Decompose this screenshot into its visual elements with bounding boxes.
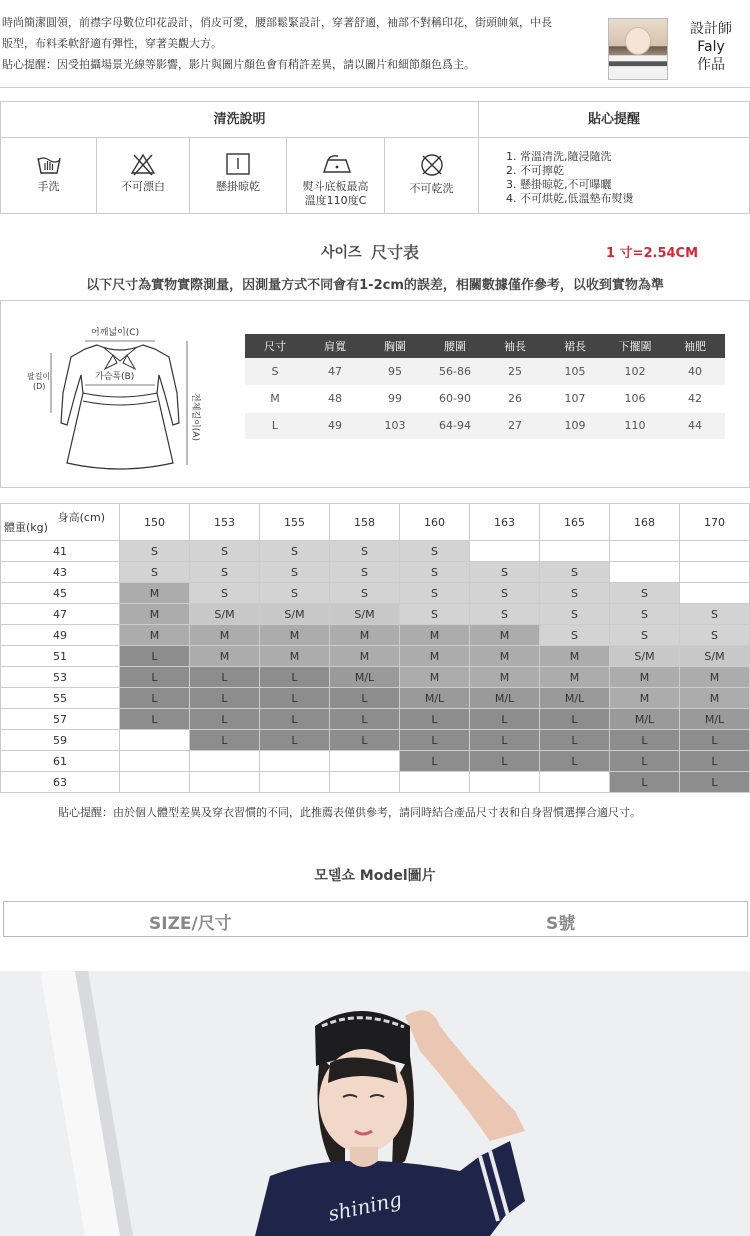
- wash-item-label: 熨斗底板最高: [302, 180, 369, 193]
- size-chart-title: [0, 238, 750, 264]
- recommended-size-cell: L: [330, 688, 400, 709]
- recommended-size-cell: [120, 730, 190, 751]
- wash-item-hand-wash: [1, 138, 97, 214]
- designer-avatar: [608, 18, 668, 80]
- recommended-size-cell: M/L: [680, 709, 750, 730]
- size-cell: L: [245, 412, 305, 439]
- recommended-size-cell: L: [260, 688, 330, 709]
- recommended-size-cell: L: [260, 709, 330, 730]
- no-bleach-icon: [129, 152, 157, 176]
- recommended-size-cell: L: [120, 667, 190, 688]
- recommendation-row: [1, 751, 750, 772]
- hang-dry-icon: [224, 152, 252, 176]
- recommended-size-cell: S: [540, 625, 610, 646]
- recommended-size-cell: [540, 541, 610, 562]
- size-cell: 49: [305, 412, 365, 439]
- weight-cell: 43: [1, 562, 120, 583]
- model-size-value: S號: [546, 914, 576, 934]
- recommended-size-cell: M/L: [610, 709, 680, 730]
- recommended-size-cell: M: [120, 625, 190, 646]
- weight-cell: 55: [1, 688, 120, 709]
- size-cell: 40: [665, 358, 725, 385]
- recommended-size-cell: L: [400, 751, 470, 772]
- recommended-size-cell: L: [610, 730, 680, 751]
- model-size-bar: [3, 901, 748, 937]
- size-cell: 103: [365, 412, 425, 439]
- recommended-size-cell: [680, 583, 750, 604]
- care-tip: 4. 不可烘乾,低溫墊布熨燙: [506, 192, 634, 205]
- weight-cell: 47: [1, 604, 120, 625]
- description-line: 版型，布料柔軟舒適有彈性，穿著美觀大方。: [2, 37, 222, 50]
- recommended-size-cell: [120, 772, 190, 793]
- height-header: 165: [540, 504, 610, 541]
- recommended-size-cell: S: [260, 541, 330, 562]
- size-cell: 105: [545, 358, 605, 385]
- weight-cell: 61: [1, 751, 120, 772]
- recommended-size-cell: L: [190, 667, 260, 688]
- recommendation-row: [1, 646, 750, 667]
- weight-cell: 53: [1, 667, 120, 688]
- recommended-size-cell: S: [330, 541, 400, 562]
- recommended-size-cell: S/M: [190, 604, 260, 625]
- size-table-header: 袖長: [485, 334, 545, 358]
- recommendation-row: [1, 709, 750, 730]
- designer-title: 設計師: [690, 21, 732, 37]
- recommended-size-cell: [260, 772, 330, 793]
- recommended-size-cell: [680, 541, 750, 562]
- shoulder-label: 어깨넓이(C): [91, 328, 140, 338]
- inch-conversion-note: 1 寸=2.54CM: [606, 246, 699, 261]
- recommended-size-cell: L: [540, 751, 610, 772]
- size-cell: 47: [305, 358, 365, 385]
- recommended-size-cell: S/M: [680, 646, 750, 667]
- size-cell: 64-94: [425, 412, 485, 439]
- recommended-size-cell: M: [330, 646, 400, 667]
- recommended-size-cell: L: [680, 730, 750, 751]
- recommended-size-cell: M: [470, 667, 540, 688]
- recommended-size-cell: M: [120, 604, 190, 625]
- measurement-note: 以下尺寸為實物實際測量，因測量方式不同會有1-2cm的誤差，相關數據僅作參考，以收到實物為準: [86, 278, 664, 293]
- recommendation-note: 貼心提醒：由於個人體型差異及穿衣習慣的不同，此推薦表僅供參考，請同時結合產品尺寸表和自身習慣選擇合適尺寸。: [58, 806, 641, 819]
- size-cell: 26: [485, 385, 545, 412]
- recommended-size-cell: M: [330, 625, 400, 646]
- recommended-size-cell: M: [190, 625, 260, 646]
- recommended-size-cell: M: [610, 667, 680, 688]
- recommended-size-cell: L: [400, 709, 470, 730]
- designer-works: 作品: [697, 57, 725, 73]
- recommended-size-cell: M: [680, 667, 750, 688]
- recommended-size-cell: S: [190, 583, 260, 604]
- recommended-size-cell: S: [400, 562, 470, 583]
- wash-item-label: 手洗: [37, 180, 60, 193]
- recommended-size-cell: [680, 562, 750, 583]
- height-axis-label: 身高(cm): [57, 511, 105, 524]
- recommendation-row: [1, 625, 750, 646]
- recommended-size-cell: S/M: [610, 646, 680, 667]
- wash-item-label: 溫度110度C: [304, 194, 367, 207]
- recommended-size-cell: S: [190, 541, 260, 562]
- height-header: 160: [400, 504, 470, 541]
- length-label: 전체길이(A): [190, 393, 200, 441]
- recommended-size-cell: S/M: [330, 604, 400, 625]
- recommended-size-cell: [470, 541, 540, 562]
- recommended-size-cell: S: [400, 604, 470, 625]
- size-cell: 56-86: [425, 358, 485, 385]
- recommended-size-cell: L: [120, 688, 190, 709]
- sleeve-code-label: (D): [33, 382, 46, 391]
- care-tip: 2. 不可擰乾: [506, 164, 564, 177]
- recommended-size-cell: [610, 541, 680, 562]
- recommended-size-cell: [610, 562, 680, 583]
- recommended-size-cell: M/L: [400, 688, 470, 709]
- sleeve-label: 팔길이: [27, 372, 51, 381]
- recommended-size-cell: M/L: [540, 688, 610, 709]
- recommended-size-cell: L: [120, 646, 190, 667]
- designer-name: Faly: [697, 39, 725, 55]
- recommendation-row: [1, 562, 750, 583]
- weight-cell: 63: [1, 772, 120, 793]
- recommended-size-cell: L: [190, 709, 260, 730]
- size-table-header: 下擺圍: [605, 334, 665, 358]
- recommended-size-cell: M: [400, 625, 470, 646]
- height-header: 150: [120, 504, 190, 541]
- recommended-size-cell: S/M: [260, 604, 330, 625]
- recommendation-corner: [1, 504, 120, 541]
- recommended-size-cell: L: [680, 772, 750, 793]
- recommended-size-cell: [190, 772, 260, 793]
- recommended-size-cell: [540, 772, 610, 793]
- size-table-header: 袖肥: [665, 334, 725, 358]
- recommended-size-cell: S: [120, 562, 190, 583]
- height-header: 168: [610, 504, 680, 541]
- recommended-size-cell: L: [540, 709, 610, 730]
- care-tips-list: [506, 150, 634, 206]
- recommended-size-cell: S: [400, 541, 470, 562]
- dress-diagram: [25, 313, 215, 478]
- model-photo-illustration: [0, 971, 750, 1236]
- recommended-size-cell: M: [120, 583, 190, 604]
- size-cell: 99: [365, 385, 425, 412]
- size-cell: 60-90: [425, 385, 485, 412]
- recommended-size-cell: L: [260, 730, 330, 751]
- care-reminder-line: 貼心提醒：因受拍攝場景光線等影響，影片與圖片顏色會有稍許差異，請以圖片和細節顏色爲主。: [2, 58, 475, 71]
- size-cell: 109: [545, 412, 605, 439]
- size-table-row: [245, 412, 725, 439]
- recommended-size-cell: L: [120, 709, 190, 730]
- size-cell: 25: [485, 358, 545, 385]
- recommended-size-cell: L: [470, 709, 540, 730]
- size-table-row: [245, 358, 725, 385]
- recommended-size-cell: M: [470, 625, 540, 646]
- weight-cell: 45: [1, 583, 120, 604]
- size-table-header: 腰圍: [425, 334, 485, 358]
- weight-cell: 57: [1, 709, 120, 730]
- recommendation-row: [1, 541, 750, 562]
- recommended-size-cell: S: [610, 583, 680, 604]
- recommended-size-cell: S: [540, 583, 610, 604]
- weight-axis-label: 體重(kg): [4, 521, 48, 534]
- recommended-size-cell: L: [610, 772, 680, 793]
- size-cell: 27: [485, 412, 545, 439]
- size-table-header: 肩寬: [305, 334, 365, 358]
- wash-instructions: [0, 101, 750, 214]
- height-header: 158: [330, 504, 400, 541]
- wash-item-label: 不可漂白: [121, 180, 165, 193]
- recommended-size-cell: M: [260, 646, 330, 667]
- height-header: 170: [680, 504, 750, 541]
- wash-header: 清洗說明: [1, 102, 479, 138]
- weight-cell: 59: [1, 730, 120, 751]
- model-photo: [0, 971, 750, 1236]
- recommended-size-cell: [260, 751, 330, 772]
- recommended-size-cell: S: [680, 604, 750, 625]
- recommended-size-cell: L: [470, 751, 540, 772]
- recommended-size-cell: L: [610, 751, 680, 772]
- recommendation-row: [1, 604, 750, 625]
- recommended-size-cell: [470, 772, 540, 793]
- recommendation-row: [1, 772, 750, 793]
- weight-cell: 49: [1, 625, 120, 646]
- hand-wash-icon: [35, 152, 63, 176]
- size-cell: 44: [665, 412, 725, 439]
- product-intro: [0, 0, 750, 88]
- recommended-size-cell: S: [330, 583, 400, 604]
- wash-item-hang-dry: [190, 138, 287, 214]
- size-table: [245, 334, 725, 440]
- recommendation-header-row: [1, 504, 750, 541]
- weight-cell: 51: [1, 646, 120, 667]
- recommended-size-cell: L: [190, 730, 260, 751]
- recommended-size-cell: L: [680, 751, 750, 772]
- recommended-size-cell: M: [470, 646, 540, 667]
- recommendation-row: [1, 667, 750, 688]
- size-cell: 102: [605, 358, 665, 385]
- care-tip: 1. 常溫清洗,隨浸隨洗: [506, 150, 612, 163]
- size-cell: 107: [545, 385, 605, 412]
- iron-icon: [318, 152, 354, 176]
- size-table-row: [245, 385, 725, 412]
- tips-header: 貼心提醒: [479, 102, 749, 138]
- model-section-title: 모델쇼 Model圖片: [314, 868, 436, 884]
- size-cell: 48: [305, 385, 365, 412]
- wash-item-label: 懸掛晾乾: [216, 180, 260, 193]
- recommended-size-cell: L: [400, 730, 470, 751]
- recommended-size-cell: S: [540, 604, 610, 625]
- recommended-size-cell: M: [400, 646, 470, 667]
- recommended-size-cell: S: [470, 604, 540, 625]
- recommended-size-cell: L: [330, 730, 400, 751]
- chest-label: 가슴폭(B): [95, 372, 135, 382]
- size-table-header: 尺寸: [245, 334, 305, 358]
- recommendation-row: [1, 730, 750, 751]
- height-header: 155: [260, 504, 330, 541]
- recommended-size-cell: M: [260, 625, 330, 646]
- wash-item-iron: [287, 138, 385, 214]
- recommended-size-cell: [330, 751, 400, 772]
- wash-item-no-bleach: [97, 138, 190, 214]
- size-title-korean: 사이즈: [321, 245, 362, 261]
- size-cell: 42: [665, 385, 725, 412]
- recommended-size-cell: S: [610, 604, 680, 625]
- recommended-size-cell: M: [540, 646, 610, 667]
- size-cell: M: [245, 385, 305, 412]
- recommended-size-cell: M/L: [470, 688, 540, 709]
- recommendation-row: [1, 688, 750, 709]
- recommended-size-cell: L: [260, 667, 330, 688]
- wash-item-label: 不可乾洗: [409, 182, 454, 195]
- height-header: 153: [190, 504, 260, 541]
- designer-label: [678, 20, 744, 74]
- recommended-size-cell: M: [400, 667, 470, 688]
- recommended-size-cell: M/L: [330, 667, 400, 688]
- recommended-size-cell: S: [330, 562, 400, 583]
- recommended-size-cell: L: [470, 730, 540, 751]
- product-description: [2, 12, 602, 75]
- size-cell: S: [245, 358, 305, 385]
- size-recommendation-table: [0, 503, 750, 793]
- recommended-size-cell: M: [190, 646, 260, 667]
- size-table-header: 胸圍: [365, 334, 425, 358]
- recommended-size-cell: S: [260, 562, 330, 583]
- recommended-size-cell: S: [470, 562, 540, 583]
- recommended-size-cell: S: [400, 583, 470, 604]
- recommended-size-cell: [190, 751, 260, 772]
- height-header: 163: [470, 504, 540, 541]
- recommended-size-cell: M: [610, 688, 680, 709]
- recommended-size-cell: S: [610, 625, 680, 646]
- recommended-size-cell: L: [540, 730, 610, 751]
- recommendation-row: [1, 583, 750, 604]
- recommended-size-cell: M: [680, 688, 750, 709]
- recommended-size-cell: S: [120, 541, 190, 562]
- wash-item-no-dry-clean: [385, 138, 479, 214]
- recommended-size-cell: [330, 772, 400, 793]
- size-cell: 106: [605, 385, 665, 412]
- recommended-size-cell: S: [470, 583, 540, 604]
- designer-face: [625, 27, 651, 55]
- description-line: 時尚簡潔圓領，前襟字母數位印花設計，俏皮可愛，腰部鬆緊設計，穿著舒適，袖部不對稱印花，街頭帥氣，中長: [2, 16, 552, 29]
- size-table-header: 裙長: [545, 334, 605, 358]
- size-cell: 95: [365, 358, 425, 385]
- model-size-key: SIZE/尺寸: [149, 914, 232, 934]
- size-table-header-row: [245, 334, 725, 358]
- recommended-size-cell: L: [190, 688, 260, 709]
- recommended-size-cell: [400, 772, 470, 793]
- size-chart: [0, 300, 750, 488]
- recommended-size-cell: L: [330, 709, 400, 730]
- recommended-size-cell: S: [260, 583, 330, 604]
- care-tip: 3. 懸掛晾乾,不可曝曬: [506, 178, 612, 191]
- no-tumble-dry-icon: [418, 152, 446, 178]
- weight-cell: 41: [1, 541, 120, 562]
- svg-text:shining: shining: [326, 1186, 404, 1226]
- recommended-size-cell: S: [540, 562, 610, 583]
- recommended-size-cell: S: [680, 625, 750, 646]
- recommended-size-cell: [120, 751, 190, 772]
- size-cell: 110: [605, 412, 665, 439]
- recommended-size-cell: M: [540, 667, 610, 688]
- size-title-chinese: 尺寸表: [371, 243, 420, 262]
- recommended-size-cell: S: [190, 562, 260, 583]
